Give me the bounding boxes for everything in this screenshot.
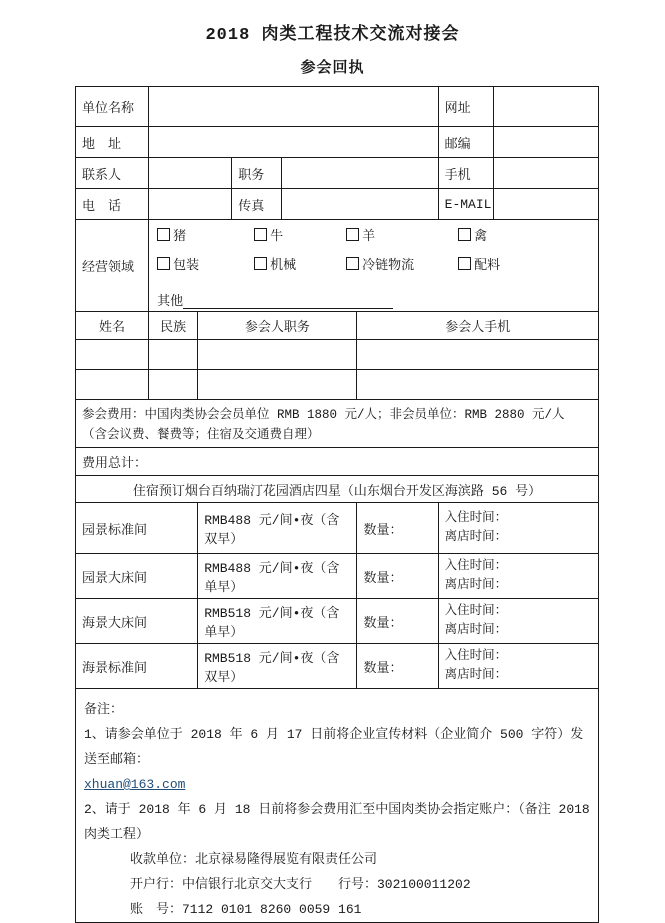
attendee-position-input[interactable] <box>198 340 357 370</box>
other-input-line[interactable] <box>183 294 393 309</box>
checkbox-option-poultry[interactable] <box>458 225 592 244</box>
hotel-room-row-1 <box>76 503 599 554</box>
business-scope-label: 经营领域 <box>76 220 149 312</box>
attendee-position-header: 参会人职务 <box>198 312 357 340</box>
option-label: 配料 <box>474 258 501 273</box>
row-business-scope <box>76 220 599 312</box>
attendee-position-input[interactable] <box>198 370 357 400</box>
checkbox-option-machinery[interactable] <box>254 254 346 273</box>
row-address <box>76 127 599 158</box>
checkbox-option-cattle[interactable] <box>254 225 346 244</box>
attendee-ethnicity-header: 民族 <box>149 312 198 340</box>
checkout-label: 离店时间： <box>444 668 508 682</box>
checkout-label: 离店时间： <box>444 578 508 592</box>
contact-person-input[interactable] <box>149 158 232 189</box>
other-row <box>155 290 592 309</box>
registration-form-table <box>75 86 599 923</box>
checkbox-option-ingredients[interactable] <box>458 254 592 273</box>
quantity-cell[interactable] <box>357 503 438 554</box>
quantity-cell[interactable] <box>357 644 438 689</box>
notes-item-2: 2、请于 2018 年 6 月 18 日前将参会费用汇至中国肉类协会指定账户：（备注 2018 肉类工程） <box>84 802 590 842</box>
bank-line: 开户行：中信银行北京交大支行 行号：302100011202 <box>130 877 471 892</box>
option-label: 包装 <box>173 258 200 273</box>
hotel-room-row-3 <box>76 599 599 644</box>
room-type-cell: 园景标准间 <box>76 503 198 554</box>
row-phone <box>76 189 599 220</box>
position-input[interactable] <box>282 158 438 189</box>
quantity-cell[interactable] <box>357 554 438 599</box>
row-unit-name <box>76 87 599 127</box>
hotel-room-row-2 <box>76 554 599 599</box>
quantity-label: 数量： <box>363 660 403 676</box>
mobile-input[interactable] <box>493 158 598 189</box>
page-title: 2018 肉类工程技术交流对接会 <box>205 26 460 45</box>
room-type-cell: 海景大床间 <box>76 599 198 644</box>
business-scope-options <box>155 222 592 273</box>
room-type-cell: 园景大床间 <box>76 554 198 599</box>
room-type-cell: 海景标准间 <box>76 644 198 689</box>
fax-input[interactable] <box>282 189 438 220</box>
row-notes <box>76 689 599 923</box>
checkbox-icon[interactable] <box>157 228 170 241</box>
option-label: 冷链物流 <box>362 258 415 273</box>
notes-cell <box>76 689 599 923</box>
hotel-room-row-4 <box>76 644 599 689</box>
checkbox-icon[interactable] <box>157 257 170 270</box>
row-fees <box>76 400 599 448</box>
account-line: 账 号：7112 0101 8260 0059 161 <box>130 902 362 917</box>
fax-label: 传真 <box>232 189 282 220</box>
email-label: E-MAIL <box>438 189 493 220</box>
checkbox-icon[interactable] <box>458 228 471 241</box>
fees-line2: （含会议费、餐费等；住宿及交通费自理） <box>82 428 320 442</box>
fee-total-cell[interactable] <box>76 448 599 476</box>
checkbox-option-pig[interactable] <box>157 225 254 244</box>
notes-item-1: 1、请参会单位于 2018 年 6 月 17 日前将企业宣传材料（企业简介 500 字符）发送至邮箱： <box>84 727 584 767</box>
row-contact-person <box>76 158 599 189</box>
row-fee-total <box>76 448 599 476</box>
address-input[interactable] <box>149 127 439 158</box>
website-input[interactable] <box>493 87 598 127</box>
room-price-cell: RMB488 元/间•夜（含单早） <box>198 554 357 599</box>
checkbox-option-cold-chain[interactable] <box>346 254 458 273</box>
checkin-label: 入住时间： <box>444 649 508 663</box>
checkbox-icon[interactable] <box>254 257 267 270</box>
attendee-row-1 <box>76 340 599 370</box>
option-label: 猪 <box>173 229 187 244</box>
business-scope-cell <box>149 220 599 312</box>
quantity-label: 数量： <box>363 570 403 586</box>
fees-cell <box>76 400 599 448</box>
attendee-row-2 <box>76 370 599 400</box>
phone-label: 电 话 <box>76 189 149 220</box>
stay-time-cell[interactable] <box>438 644 598 689</box>
attendee-ethnicity-input[interactable] <box>149 340 198 370</box>
checkbox-option-sheep[interactable] <box>346 225 458 244</box>
stay-time-cell[interactable] <box>438 599 598 644</box>
room-price-cell: RMB518 元/间•夜（含单早） <box>198 599 357 644</box>
website-label: 网址 <box>438 87 493 127</box>
attendee-name-header: 姓名 <box>76 312 149 340</box>
fees-line1: 参会费用：中国肉类协会会员单位 RMB 1880 元/人；非会员单位：RMB 2880 元/人 <box>82 408 565 422</box>
notes-label: 备注： <box>84 702 124 717</box>
option-label: 机械 <box>270 258 297 273</box>
hotel-header: 住宿预订烟台百纳瑞汀花园酒店四星（山东烟台开发区海滨路 56 号） <box>76 476 599 503</box>
fee-total-label: 费用总计： <box>82 456 148 471</box>
email-input[interactable] <box>493 189 598 220</box>
checkin-label: 入住时间： <box>444 604 508 618</box>
checkbox-icon[interactable] <box>346 228 359 241</box>
stay-time-cell[interactable] <box>438 554 598 599</box>
quantity-cell[interactable] <box>357 599 438 644</box>
attendee-mobile-input[interactable] <box>357 370 599 400</box>
checkin-label: 入住时间： <box>444 511 508 525</box>
zip-label: 邮编 <box>438 127 493 158</box>
attendee-mobile-header: 参会人手机 <box>357 312 599 340</box>
payee-line: 收款单位：北京禄易隆得展览有限责任公司 <box>130 852 378 867</box>
option-label: 羊 <box>362 229 376 244</box>
position-label: 职务 <box>232 158 282 189</box>
attendee-mobile-input[interactable] <box>357 340 599 370</box>
unit-name-label: 单位名称 <box>76 87 149 127</box>
checkout-label: 离店时间： <box>444 530 508 544</box>
checkout-label: 离店时间： <box>444 623 508 637</box>
email-link[interactable]: xhuan@163.com <box>84 777 186 792</box>
quantity-label: 数量： <box>363 615 403 631</box>
address-label: 地 址 <box>76 127 149 158</box>
attendee-name-input[interactable] <box>76 340 149 370</box>
checkbox-icon[interactable] <box>346 257 359 270</box>
attendee-ethnicity-input[interactable] <box>149 370 198 400</box>
checkin-label: 入住时间： <box>444 559 508 573</box>
contact-person-label: 联系人 <box>76 158 149 189</box>
room-price-cell: RMB488 元/间•夜（含双早） <box>198 503 357 554</box>
attendee-name-input[interactable] <box>76 370 149 400</box>
row-hotel-header <box>76 476 599 503</box>
row-attendee-header <box>76 312 599 340</box>
other-label: 其他 <box>157 294 184 309</box>
checkbox-icon[interactable] <box>254 228 267 241</box>
page-subtitle: 参会回执 <box>300 60 365 77</box>
room-price-cell: RMB518 元/间•夜（含双早） <box>198 644 357 689</box>
checkbox-icon[interactable] <box>458 257 471 270</box>
phone-input[interactable] <box>149 189 232 220</box>
quantity-label: 数量： <box>363 522 403 538</box>
zip-input[interactable] <box>493 127 598 158</box>
option-label: 禽 <box>474 229 488 244</box>
option-label: 牛 <box>270 229 284 244</box>
checkbox-option-packaging[interactable] <box>157 254 254 273</box>
unit-name-input[interactable] <box>149 87 439 127</box>
mobile-label: 手机 <box>438 158 493 189</box>
stay-time-cell[interactable] <box>438 503 598 554</box>
